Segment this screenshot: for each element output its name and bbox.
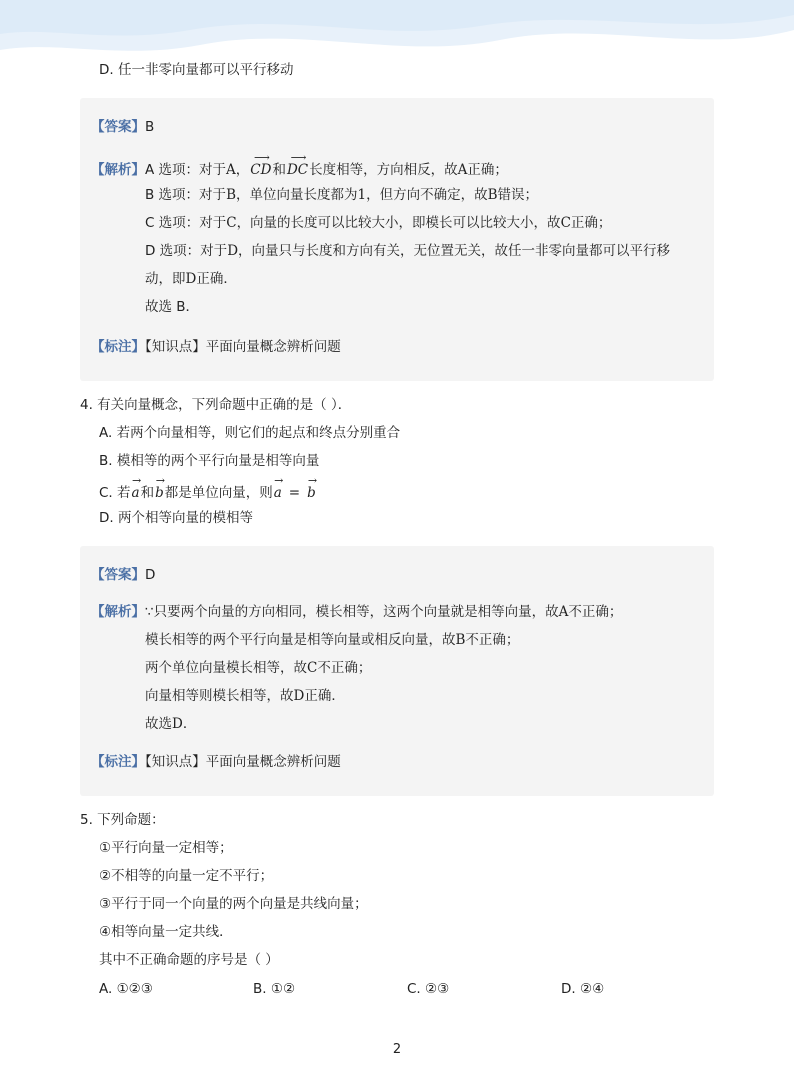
q4-stem: 4. 有关向量概念，下列命题中正确的是（ ）． (80, 397, 352, 413)
q3-analysis-a: 【解析】A 选项：对于A， ⟶ CD和 ⟶ DC长度相等，方向相反，故A正确； (91, 151, 508, 178)
q4-option-d: D. 两个相等向量的模相等 (99, 510, 253, 526)
vector-b: → b (155, 474, 164, 501)
q5-proposition-4: ④相等向量一定共线． (99, 924, 233, 940)
answer-value: B (145, 119, 155, 135)
answer-tag: 【答案】 (91, 119, 145, 135)
vector-a: → a (131, 474, 140, 501)
q5-ask: 其中不正确命题的序号是（ ） (99, 952, 279, 968)
q3-analysis-b: B 选项：对于B，单位向量长度都为1，但方向不确定，故B错误； (145, 187, 538, 203)
q5-option-b: B. ①② (253, 981, 296, 997)
page-number: 2 (392, 1042, 402, 1057)
q4-note: 【标注】【知识点】平面向量概念辨析问题 (91, 754, 341, 770)
q3-answer-line (91, 117, 154, 137)
q5-option-a: A. ①②③ (99, 981, 153, 997)
q5-option-c: C. ②③ (407, 981, 450, 997)
q3-analysis-c: C 选项：对于C，向量的长度可以比较大小，即模长可以比较大小，故C正确； (145, 215, 612, 231)
q4-analysis-1: 【解析】∵只要两个向量的方向相同，模长相等，这两个向量就是相等向量，故A不正确； (91, 604, 623, 620)
vector-cd: ⟶ CD (250, 151, 272, 178)
q4-answer-line: 【答案】D (91, 567, 156, 583)
q5-stem: 5. 下列命题： (80, 812, 165, 828)
q3-choose: 故选 B． (145, 299, 200, 315)
q5-proposition-2: ②不相等的向量一定不平行； (99, 868, 274, 884)
q3-analysis-d: D 选项：对于D，向量只与长度和方向有关，无位置无关，故任一非零向量都可以平行移 (145, 243, 671, 259)
q3-option-d: D. 任一非零向量都可以平行移动 (99, 62, 294, 78)
q4-option-a: A. 若两个向量相等，则它们的起点和终点分别重合 (99, 425, 401, 441)
q4-analysis-2: 模长相等的两个平行向量是相等向量或相反向量，故B不正确； (145, 632, 520, 648)
note-tag: 【标注】 (91, 339, 145, 355)
q3-note: 【标注】【知识点】平面向量概念辨析问题 (91, 339, 341, 355)
vector-dc: ⟶ DC (286, 151, 309, 178)
q5-option-d: D. ②④ (561, 981, 605, 997)
q4-analysis-4: 向量相等则模长相等，故D正确． (145, 688, 345, 704)
q4-option-b: B. 模相等的两个平行向量是相等向量 (99, 453, 320, 469)
q5-proposition-1: ①平行向量一定相等； (99, 840, 233, 856)
q4-choose: 故选D． (145, 716, 197, 732)
q5-proposition-3: ③平行于同一个向量的两个向量是共线向量； (99, 896, 368, 912)
q3-analysis-d-cont: 动，即D正确． (145, 271, 237, 287)
analysis-tag: 【解析】 (91, 162, 145, 178)
q4-option-c: C. 若 → a和 → b都是单位向量，则 → a = → b (99, 474, 316, 501)
q4-analysis-3: 两个单位向量模长相等，故C不正确； (145, 660, 372, 676)
